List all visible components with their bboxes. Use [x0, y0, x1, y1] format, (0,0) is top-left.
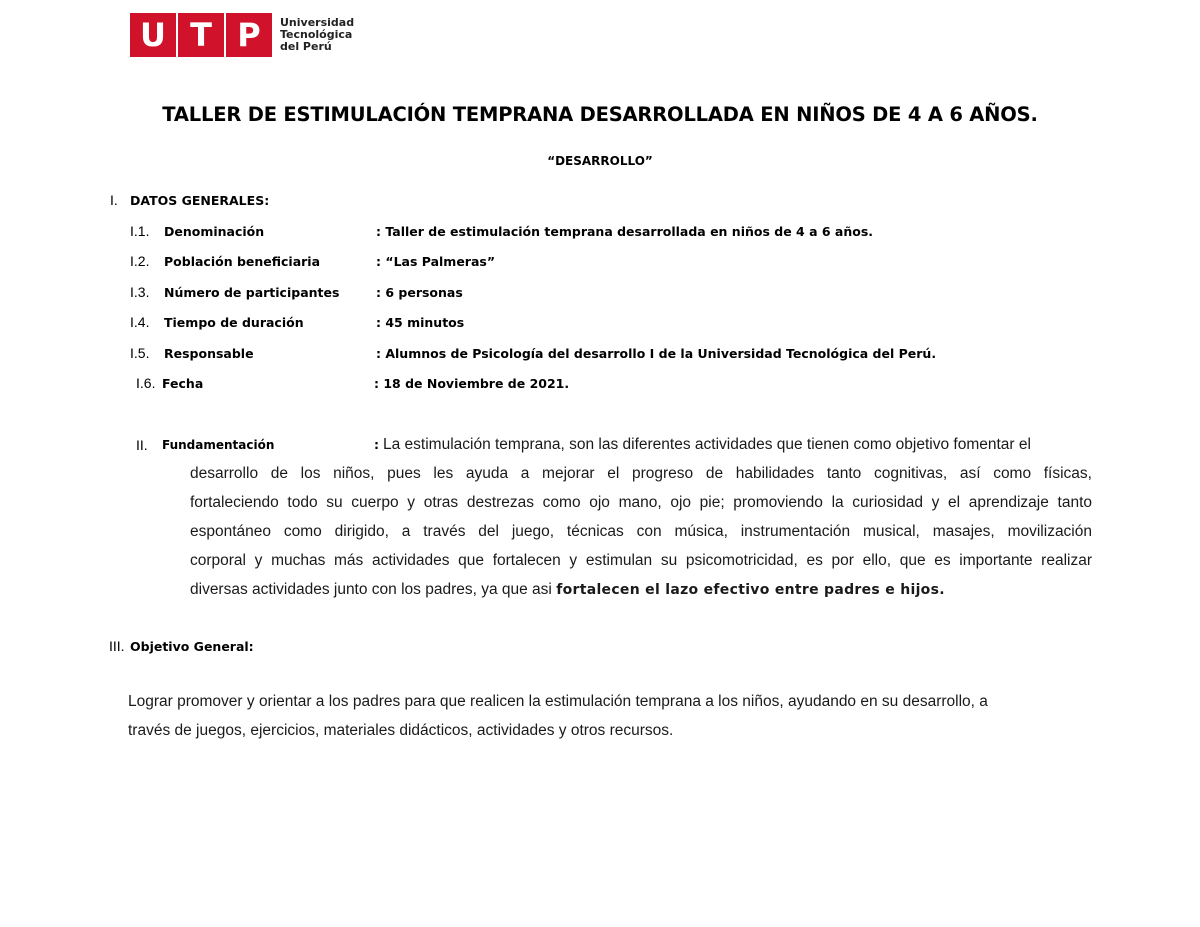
fundamentacion-last-plain: diversas actividades junto con los padres, ya que asi [190, 581, 557, 598]
row-label: Responsable [164, 345, 254, 361]
row-number: I.3. [130, 284, 150, 300]
fundamentacion-line-1: La estimulación temprana, son las diferentes actividades que tienen como objetivo fomentar el [383, 436, 1031, 453]
section-3-number: III. [109, 638, 125, 654]
fundamentacion-line-6 [190, 575, 1092, 605]
row-number: I.2. [130, 253, 150, 269]
fundamentacion-line-4: espontáneo como dirigido, a través del juego, técnicas con música, instrumentación musical, masajes, movilización [190, 523, 1092, 540]
row-number: I.5. [130, 345, 150, 361]
row-label: Tiempo de duración [164, 314, 304, 330]
logo-letter-t: T [178, 13, 224, 57]
document-subtitle: “DESARROLLO” [547, 154, 653, 168]
fundamentacion-line-2: desarrollo de los niños, pues les ayuda a mejorar el progreso de habilidades tanto cognitivas, así como físicas, [190, 465, 1092, 482]
fundamentacion-paragraph [190, 459, 1092, 605]
row-value: : Alumnos de Psicología del desarrollo I de la Universidad Tecnológica del Perú. [376, 345, 937, 361]
fundamentacion-line-5: corporal y muchas más actividades que fortalecen y estimulan su psicomotricidad, es por ello, que es importante realizar [190, 552, 1092, 569]
row-number: I.4. [130, 314, 150, 330]
data-row-participantes [130, 282, 463, 302]
logo-letter-u: U [130, 13, 176, 57]
section-2-colon: : [374, 437, 379, 452]
row-label: Fecha [162, 375, 204, 391]
logo-wordmark [280, 17, 354, 53]
objetivo-paragraph [128, 687, 1068, 745]
data-row-denominacion [130, 221, 873, 241]
section-1-title: DATOS GENERALES: [130, 192, 270, 208]
row-label: Población beneficiaria [164, 253, 321, 269]
logo-line-2: Tecnológica [280, 28, 353, 41]
row-label: Número de participantes [164, 284, 340, 300]
data-row-responsable [130, 343, 936, 363]
row-value: : “Las Palmeras” [376, 253, 496, 269]
logo-line-3: del Perú [280, 40, 332, 53]
row-number: I.6. [136, 375, 156, 391]
data-row-duracion [130, 312, 464, 332]
row-label: Denominación [164, 223, 265, 239]
row-value: : Taller de estimulación temprana desarrollada en niños de 4 a 6 años. [376, 223, 874, 239]
document-title: TALLER DE ESTIMULACIÓN TEMPRANA DESARROLLADA EN NIÑOS DE 4 A 6 AÑOS. [162, 103, 1038, 126]
logo-letter-p: P [226, 13, 272, 57]
utp-logo [130, 12, 354, 58]
row-number: I.1. [130, 223, 150, 239]
row-value: : 45 minutos [376, 314, 465, 330]
section-3-heading [109, 638, 254, 654]
section-1-number: I. [110, 192, 118, 208]
fundamentacion-line-3: fortaleciendo todo su cuerpo y otras destrezas como ojo mano, ojo pie; promoviendo la curiosidad y el aprendizaje tanto [190, 494, 1092, 511]
fundamentacion-emphasis: fortalecen el lazo efectivo entre padres e hijos. [556, 582, 945, 598]
row-value: : 6 personas [376, 284, 463, 300]
section-3-title: Objetivo General: [130, 638, 254, 654]
data-row-poblacion [130, 251, 495, 271]
data-row-fecha [136, 373, 569, 393]
row-value: : 18 de Noviembre de 2021. [374, 375, 570, 391]
objetivo-line-1: Lograr promover y orientar a los padres para que realicen la estimulación temprana a los niños, ayudando en su desarrollo, a [128, 693, 988, 710]
section-2-title: Fundamentación [162, 437, 275, 452]
section-2-heading [136, 430, 1095, 459]
logo-line-1: Universidad [280, 16, 355, 29]
section-2-number: II. [136, 436, 148, 453]
section-1-heading [110, 192, 269, 208]
objetivo-line-2: través de juegos, ejercicios, materiales didácticos, actividades y otros recursos. [128, 722, 674, 739]
